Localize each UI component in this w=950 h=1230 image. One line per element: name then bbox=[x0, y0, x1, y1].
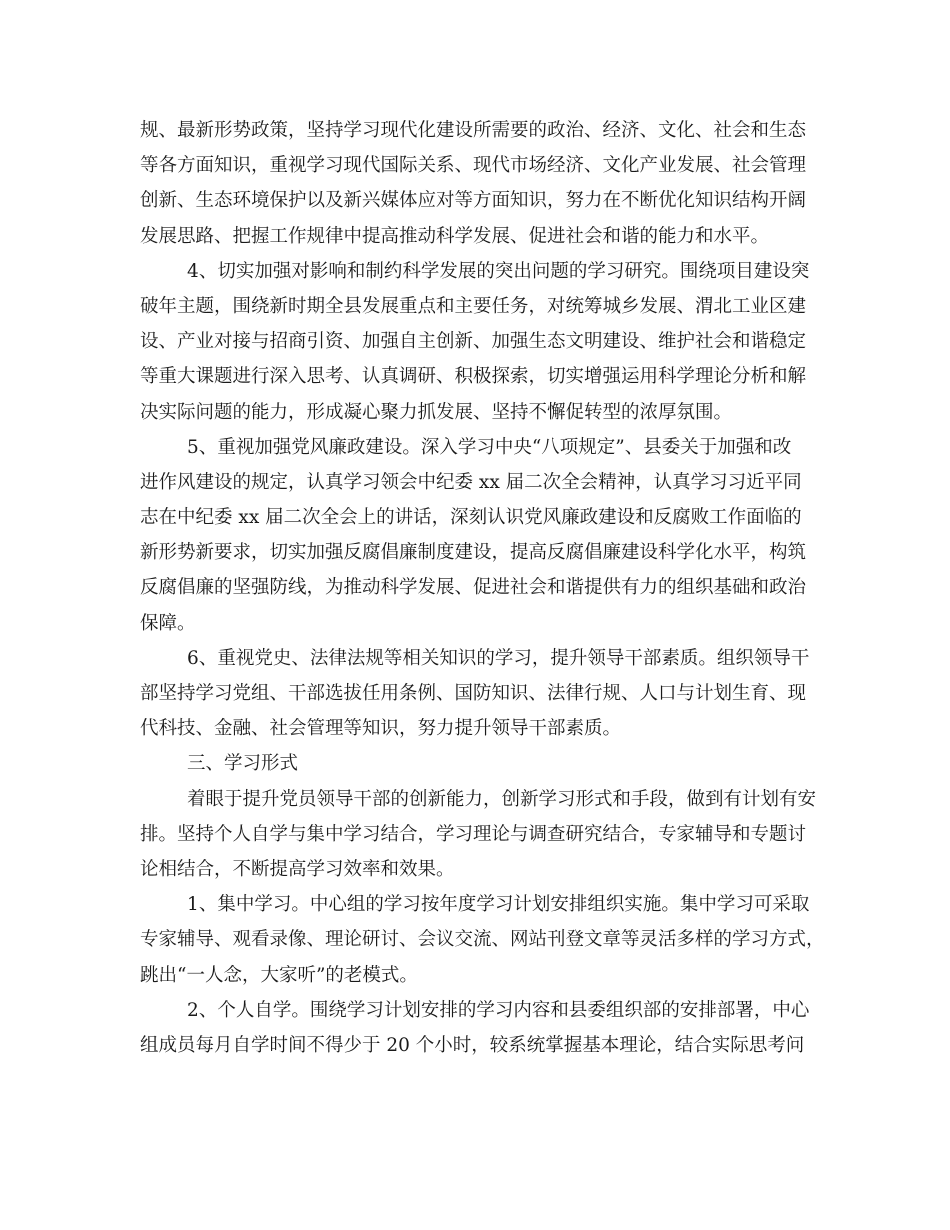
text-line: 新形势新要求，切实加强反腐倡廉制度建设，提高反腐倡廉建设科学化水平，构筑 bbox=[140, 542, 807, 564]
document-body bbox=[140, 113, 825, 1063]
text-line: 1、集中学习。中心组的学习按年度学习计划安排组织实施。集中学习可采取 bbox=[140, 894, 810, 916]
text-line: 5、重视加强党风廉政建设。深入学习中央“八项规定”、县委关于加强和改 bbox=[140, 436, 792, 458]
text-line: 排。坚持个人自学与集中学习结合，学习理论与调查研究结合，专家辅导和专题讨 bbox=[140, 823, 807, 845]
text-line: 代科技、金融、社会管理等知识，努力提升领导干部素质。 bbox=[140, 718, 622, 740]
text-line: 规、最新形势政策，坚持学习现代化建设所需要的政治、经济、文化、社会和生态 bbox=[140, 120, 807, 141]
text-line: 2、个人自学。围绕学习计划安排的学习内容和县委组织部的安排部署，中心 bbox=[140, 999, 810, 1021]
section-heading: 三、学习形式 bbox=[140, 753, 299, 775]
text-line: 论相结合，不断提高学习效率和效果。 bbox=[140, 858, 455, 880]
text-line: 设、产业对接与招商引资、加强自主创新、加强生态文明建设、维护社会和谐稳定 bbox=[140, 331, 807, 353]
text-line: 破年主题，围绕新时期全县发展重点和主要任务，对统筹城乡发展、渭北工业区建 bbox=[140, 295, 807, 317]
text-line: 6、重视党史、法律法规等相关知识的学习，提升领导干部素质。组织领导干 bbox=[140, 647, 810, 669]
text-line: 决实际问题的能力，形成凝心聚力抓发展、坚持不懈促转型的浓厚氛围。 bbox=[140, 401, 733, 423]
text-line: 等重大课题进行深入思考、认真调研、积极探索，切实增强运用科学理论分析和解 bbox=[140, 366, 807, 388]
text-line: 进作风建设的规定，认真学习领会中纪委 xx 届二次全会精神，认真学习习近平同 bbox=[140, 471, 802, 493]
text-line: 创新、生态环境保护以及新兴媒体应对等方面知识，努力在不断优化知识结构开阔 bbox=[140, 190, 807, 212]
text-line: 部坚持学习党组、干部选拔任用条例、国防知识、法律行规、人口与计划生育、现 bbox=[140, 683, 807, 704]
text-line: 志在中纪委 xx 届二次全会上的讲话，深刻认识党风廉政建设和反腐败工作面临的 bbox=[140, 507, 802, 529]
text-line: 专家辅导、观看录像、理论研讨、会议交流、网站刊登文章等灵活多样的学习方式， bbox=[140, 929, 825, 951]
text-line: 发展思路、把握工作规律中提高推动科学发展、促进社会和谐的能力和水平。 bbox=[140, 225, 770, 247]
text-line: 组成员每月自学时间不得少于 20 个小时，较系统掌握基本理论，结合实际思考问 bbox=[140, 1034, 805, 1056]
text-line: 保障。 bbox=[140, 612, 196, 634]
text-line: 等各方面知识，重视学习现代国际关系、现代市场经济、文化产业发展、社会管理 bbox=[140, 155, 807, 177]
text-line: 跳出“一人念，大家听”的老模式。 bbox=[140, 964, 418, 986]
text-line: 着眼于提升党员领导干部的创新能力，创新学习形式和手段，做到有计划有安 bbox=[140, 788, 817, 810]
text-line: 反腐倡廉的坚强防线，为推动科学发展、促进社会和谐提供有力的组织基础和政治 bbox=[140, 577, 807, 599]
text-line: 4、切实加强对影响和制约科学发展的突出问题的学习研究。围绕项目建设突 bbox=[140, 260, 810, 282]
